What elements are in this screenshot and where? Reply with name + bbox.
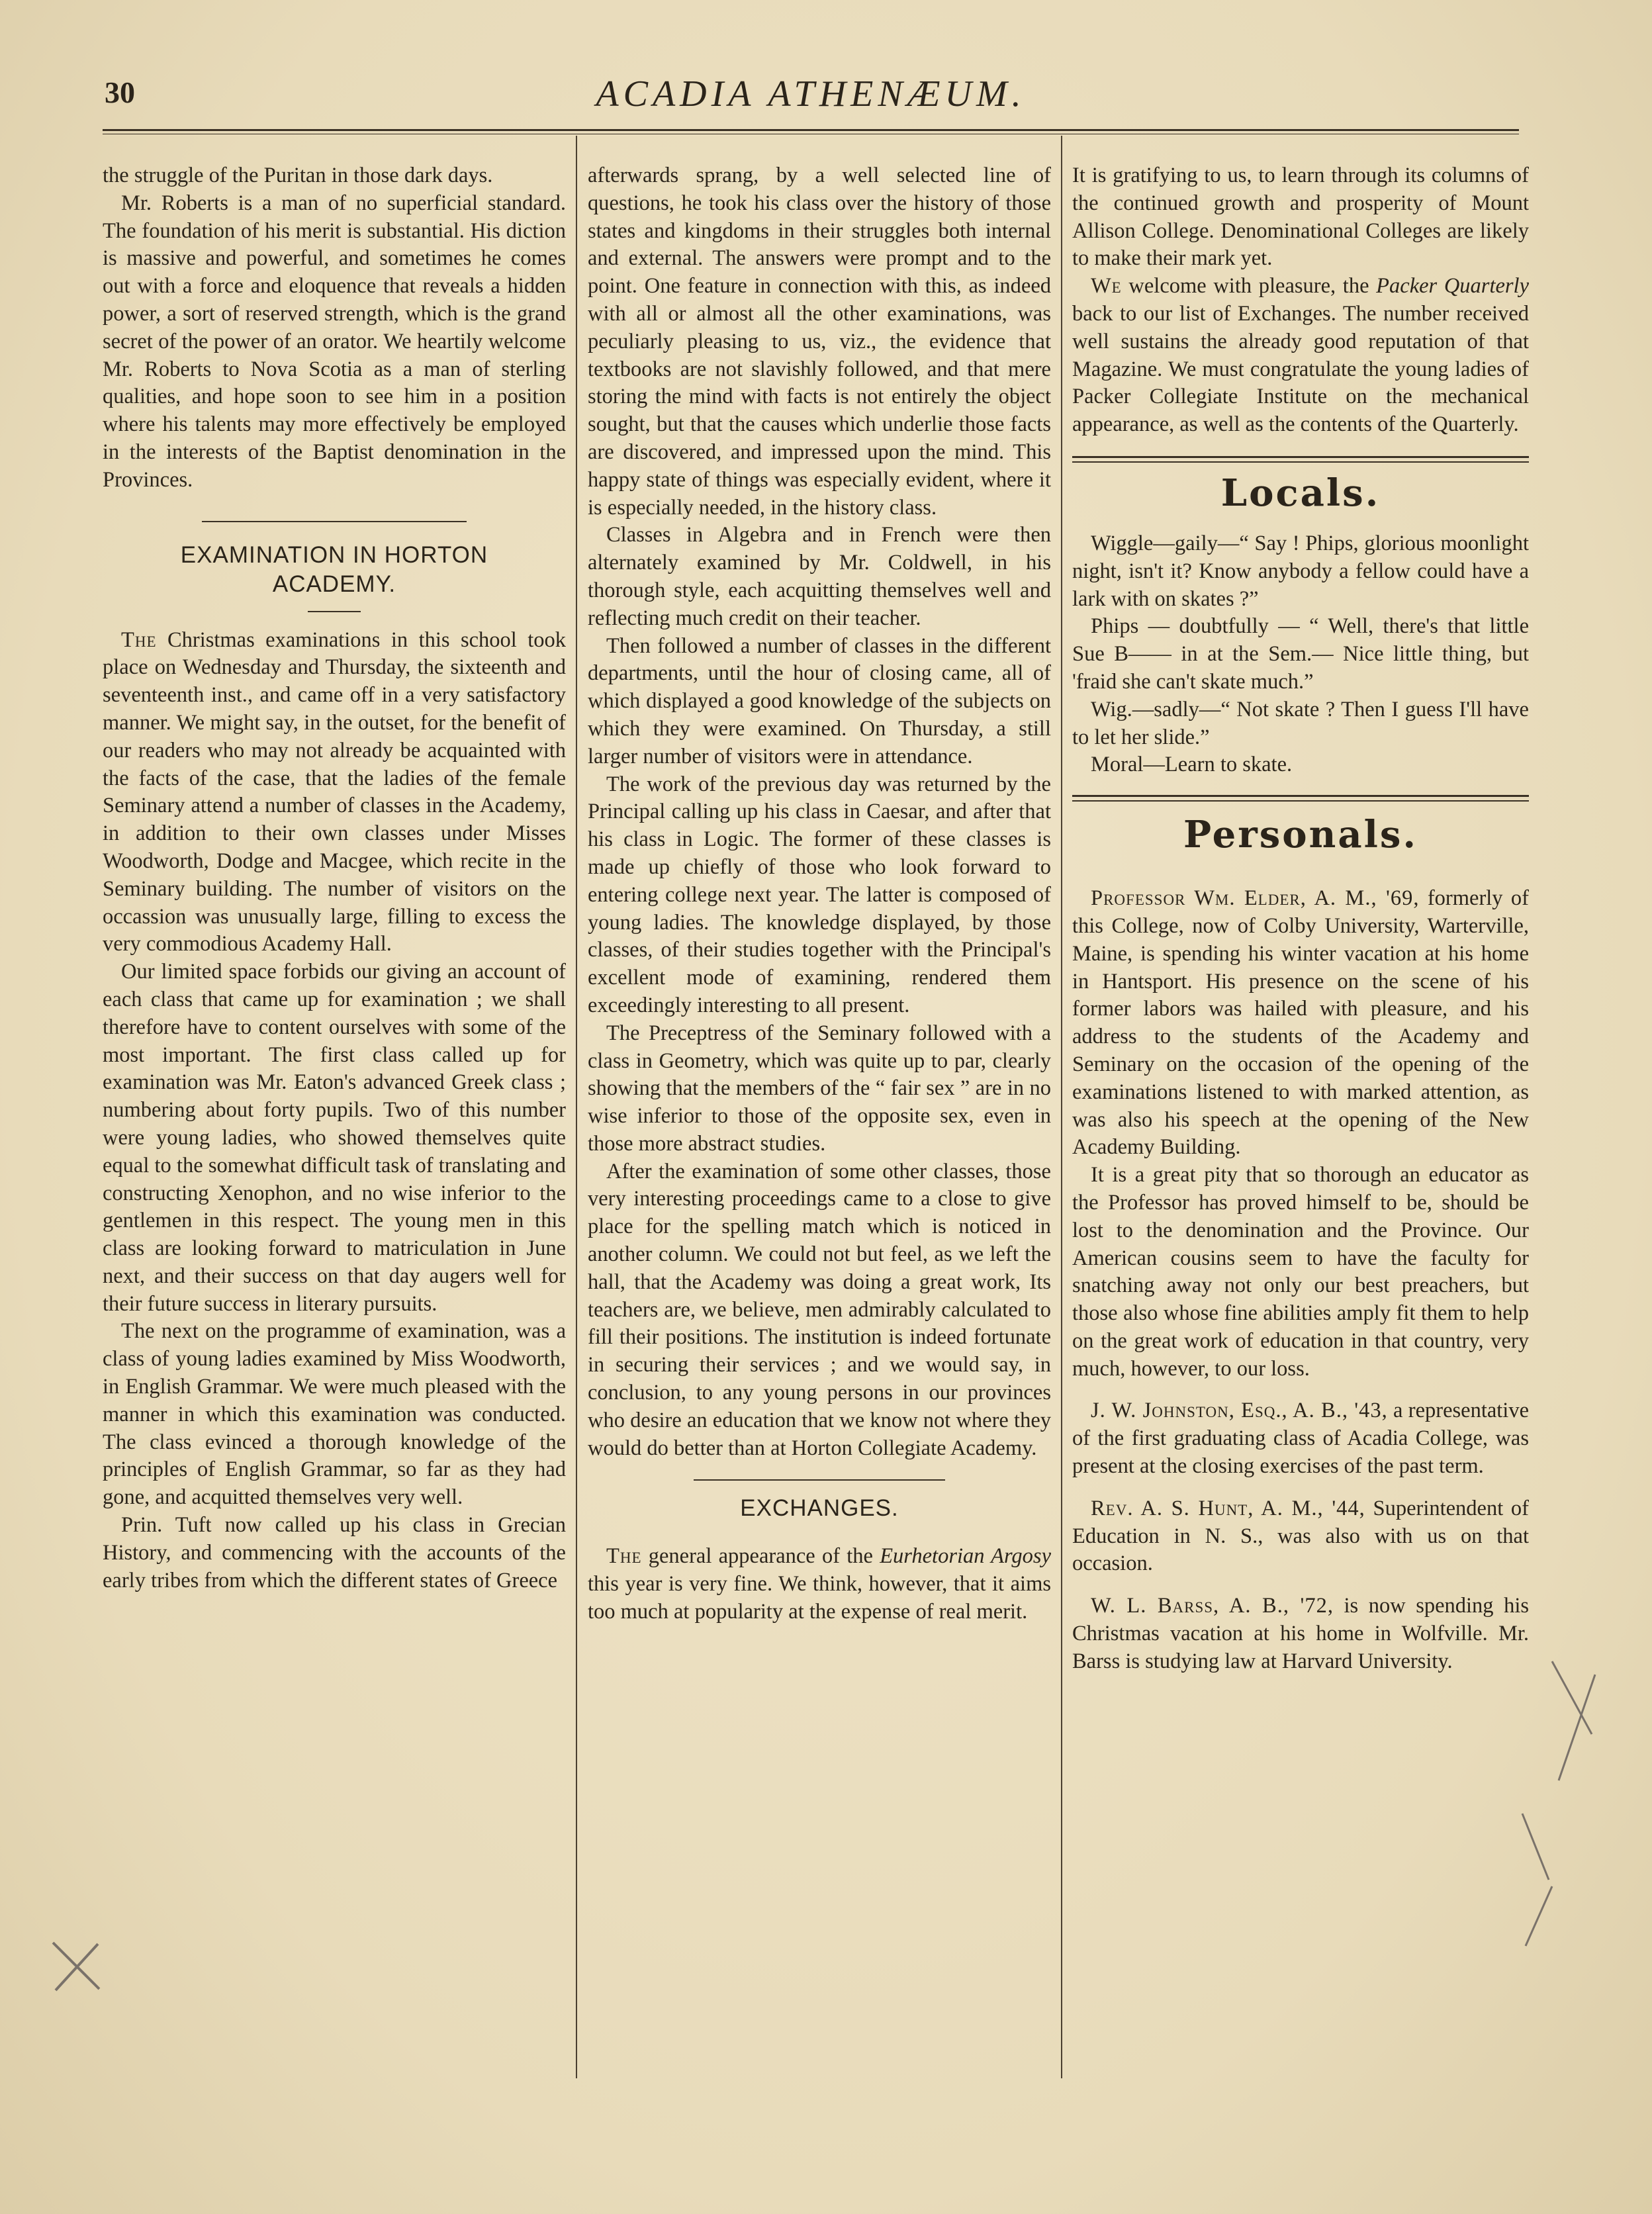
- personal-item: [1072, 1397, 1529, 1480]
- person-name: J. W. Johnston, Esq., A. B., '43,: [1091, 1399, 1388, 1423]
- lead-word: The: [121, 627, 157, 652]
- paragraph-text: back to our list of Exchanges. The number received well sustains the already good reputation of that Magazine. We must congratulate the young ladies of Packer Collegiate Institute on the mechanical appearance, as well as the contents of the Quarterly.: [1072, 301, 1529, 437]
- section-heading-locals: Locals.: [1220, 471, 1381, 515]
- pencil-x-mark: [46, 1936, 106, 1996]
- article-paragraph: The Preceptress of the Seminary followed with a class in Geometry, which was quite up to par, clearly showing that the members of the “ fair sex ” are in no wise inferior to those of the opposite sex, even in those more abstract studies.: [588, 1021, 1051, 1156]
- heading-rule: [308, 611, 361, 612]
- local-item: Moral—Learn to skate.: [1091, 753, 1293, 777]
- article-paragraph: [1072, 273, 1529, 439]
- heading-line: ACADEMY.: [272, 571, 396, 597]
- column-divider-left: [576, 136, 577, 2078]
- article-paragraph: Our limited space forbids our giving an account of each class that came up for examination ; we shall therefore have to content ourselves with some of the most important. The first class called up for examination was Mr. Eaton's advanced Greek class ; numbering about forty pupils. Two of this number were young ladies, who showed themselves quite equal to the somewhat difficult task of translating and constructing Xenophon, and no wise inferior to the gentlemen in this respect. The young men in this class are looking forward to matriculation in June next, and their success on that day augers well for their future success in literary pursuits.: [103, 960, 566, 1316]
- page-number: 30: [105, 75, 135, 109]
- article-paragraph: The next on the programme of examination, was a class of young ladies examined by Miss Woodworth, in English Grammar. We were much pleased with the manner in which this examination was conducted. The class evinced a thorough knowledge of the principles of English Grammar, so far as they had gone, and acquitted themselves very well.: [103, 1319, 566, 1510]
- personal-item: It is a great pity that so thorough an educator as the Professor has proved himself to be, should be lost to the denomination and the Province. Our American cousins seem to have the faculty for snatching away not only our best preachers, but those also whose fine abilities amply fit them to help on the great work of education in that country, very much, however, to our loss.: [1072, 1163, 1529, 1381]
- paragraph-text: a representative of the first graduating class of Acadia College, was present at the closing exercises of the past term.: [1072, 1399, 1530, 1479]
- personal-item: [1072, 1592, 1529, 1675]
- paragraph-text: is now spending his Christmas vacation at his home in Wolfville. Mr. Barss is studying law at Harvard University.: [1072, 1594, 1530, 1673]
- article-paragraph: It is gratifying to us, to learn through its columns of the continued growth and prosperity of Mount Allison College. Denominational Colleges are likely to make their mark yet.: [1072, 163, 1529, 271]
- publication-title: Packer Quarterly: [1376, 274, 1530, 299]
- lead-word: The: [606, 1544, 642, 1569]
- article-paragraph: Prin. Tuft now called up his class in Grecian History, and commencing with the accounts of the early tribes from which the different states of Greece: [103, 1513, 566, 1592]
- pencil-x-mark: [1509, 1807, 1562, 1953]
- header-rule: [103, 129, 1519, 134]
- section-heading-horton: [103, 541, 566, 599]
- section-heading-exchanges: EXCHANGES.: [740, 1495, 899, 1522]
- article-paragraph: Mr. Roberts is a man of no superficial standard. The foundation of his merit is substantial. His diction is massive and powerful, and sometimes he comes out with a force and eloquence that reveals a hidden power, a sort of reserved strength, which is the grand secret of the power of an orator. We heartily welcome Mr. Roberts to Nova Scotia as a man of sterling qualities, and hope soon to see him in a position where his talents may more effectively be employed in the interests of the Baptist denomination in the Provinces.: [103, 191, 566, 492]
- person-name: W. L. Barss, A. B., '72,: [1091, 1594, 1334, 1618]
- local-item: Wiggle—gaily—“ Say ! Phips, glorious moonlight night, isn't it? Know anybody a fellow could have a lark with on skates ?”: [1072, 531, 1529, 611]
- article-paragraph: [103, 627, 566, 959]
- heading-line: EXAMINATION IN HORTON: [180, 541, 488, 568]
- section-rule: [202, 521, 467, 522]
- article-paragraph: Then followed a number of classes in the different departments, until the hour of closing came, all of which displayed a good knowledge of the subjects on which they were examined. On Thursday, a still larger number of visitors were in attendance.: [588, 633, 1051, 768]
- section-heading-personals: Personals.: [1183, 813, 1418, 857]
- paragraph-text: welcome with pleasure, the: [1128, 274, 1369, 299]
- lead-word: We: [1091, 274, 1122, 299]
- personal-item: [1072, 1495, 1529, 1578]
- personal-item: [1072, 885, 1529, 1162]
- column-divider-right: [1061, 136, 1062, 2078]
- article-paragraph: the struggle of the Puritan in those dark days.: [103, 163, 493, 187]
- page-header: [99, 69, 1522, 122]
- paragraph-text: general appearance of the: [648, 1544, 873, 1569]
- section-rule: [694, 1479, 945, 1481]
- article-paragraph: afterwards sprang, by a well selected line of questions, he took his class over the history of those states and kingdoms in their struggles both internal and external. The answers were prompt and to the point. One feature in connection with this, as indeed with all or almost all the other examinations, was peculiarly pleasing to us, viz., the evidence that textbooks are not slavishly followed, and that mere storing the mind with facts is not entirely the object sought, but that the causes which underlie those facts are discovered, and impressed upon the mind. This happy state of things was especially evident, where it is especially needed, in the history class.: [588, 163, 1051, 520]
- article-paragraph: The work of the previous day was returned by the Principal calling up his class in Caesar, and after that his class in Logic. The former of these classes is made up chiefly of those who look forward to entering college next year. The latter is composed of young ladies. The knowledge displayed, by those classes, of their studies together with the Principal's excellent mode of examining, rendered them exceedingly interesting to all present.: [588, 772, 1051, 1017]
- paragraph-text: this year is very fine. We think, however, that it aims too much at popularity at the expense of real merit.: [588, 1572, 1051, 1624]
- paragraph-text: Christmas examinations in this school took place on Wednesday and Thursday, the sixteenth and seventeenth inst., and came off in a very satisfactory manner. We might say, in the outset, for the benefit of our readers who may not already be acquainted with the facts of the case, that the ladies of the female Seminary attend a number of classes in the Academy, in addition to their own classes under Misses Woodworth, Dodge and Macgee, which recite in the Seminary building. The number of visitors on the occassion was unusually large, filling to excess the very commodious Academy Hall.: [103, 627, 567, 956]
- person-name: Rev. A. S. Hunt, A. M., '44,: [1091, 1496, 1365, 1520]
- person-name: Professor Wm. Elder, A. M., '69,: [1091, 886, 1420, 911]
- publication-title: Eurhetorian Argosy: [880, 1544, 1052, 1569]
- article-paragraph: Classes in Algebra and in French were then alternately examined by Mr. Coldwell, in his thorough style, each acquitting themselves well and reflecting much credit on their teacher.: [588, 523, 1051, 630]
- article-paragraph: After the examination of some other classes, those very interesting proceedings came to a close to give place for the spelling match which is noticed in another column. We could not but feel, as we left the hall, that the Academy was doing a great work, Its teachers are, we believe, men admirably calculated to fill their positions. The institution is indeed fortunate in securing their services ; and we would say, in conclusion, to any young persons in our provinces who desire an education that we know not where they would do better than at Horton Collegiate Academy.: [588, 1159, 1051, 1460]
- local-item: Phips — doubtfully — “ Well, there's that little Sue B—— in at the Sem.— Nice little thing, but 'fraid she can't skate much.”: [1072, 614, 1529, 694]
- article-paragraph: [588, 1543, 1051, 1626]
- section-rule-double: [1072, 795, 1529, 802]
- journal-title: ACADIA ATHENÆUM.: [596, 73, 1026, 115]
- pencil-x-mark: [1545, 1655, 1605, 1787]
- paragraph-text: formerly of this College, now of Colby University, Warterville, Maine, is spending his winter vacation at his home in Hantsport. His presence on the scene of his former labors was hailed with pleasure, and his address to the students of the Academy and Seminary on the occasion of the opening of the examinations listened to with marked attention, as was also his speech at the opening of the New Academy Building.: [1072, 886, 1530, 1160]
- paragraph-text: Superintendent of Education in N. S., was also with us on that occasion.: [1072, 1496, 1530, 1576]
- section-rule-double: [1072, 456, 1529, 463]
- column-left: [103, 162, 566, 1594]
- column-middle: [588, 162, 1051, 1626]
- column-right: [1072, 162, 1529, 1676]
- local-item: Wig.—sadly—“ Not skate ? Then I guess I'll have to let her slide.”: [1072, 697, 1529, 749]
